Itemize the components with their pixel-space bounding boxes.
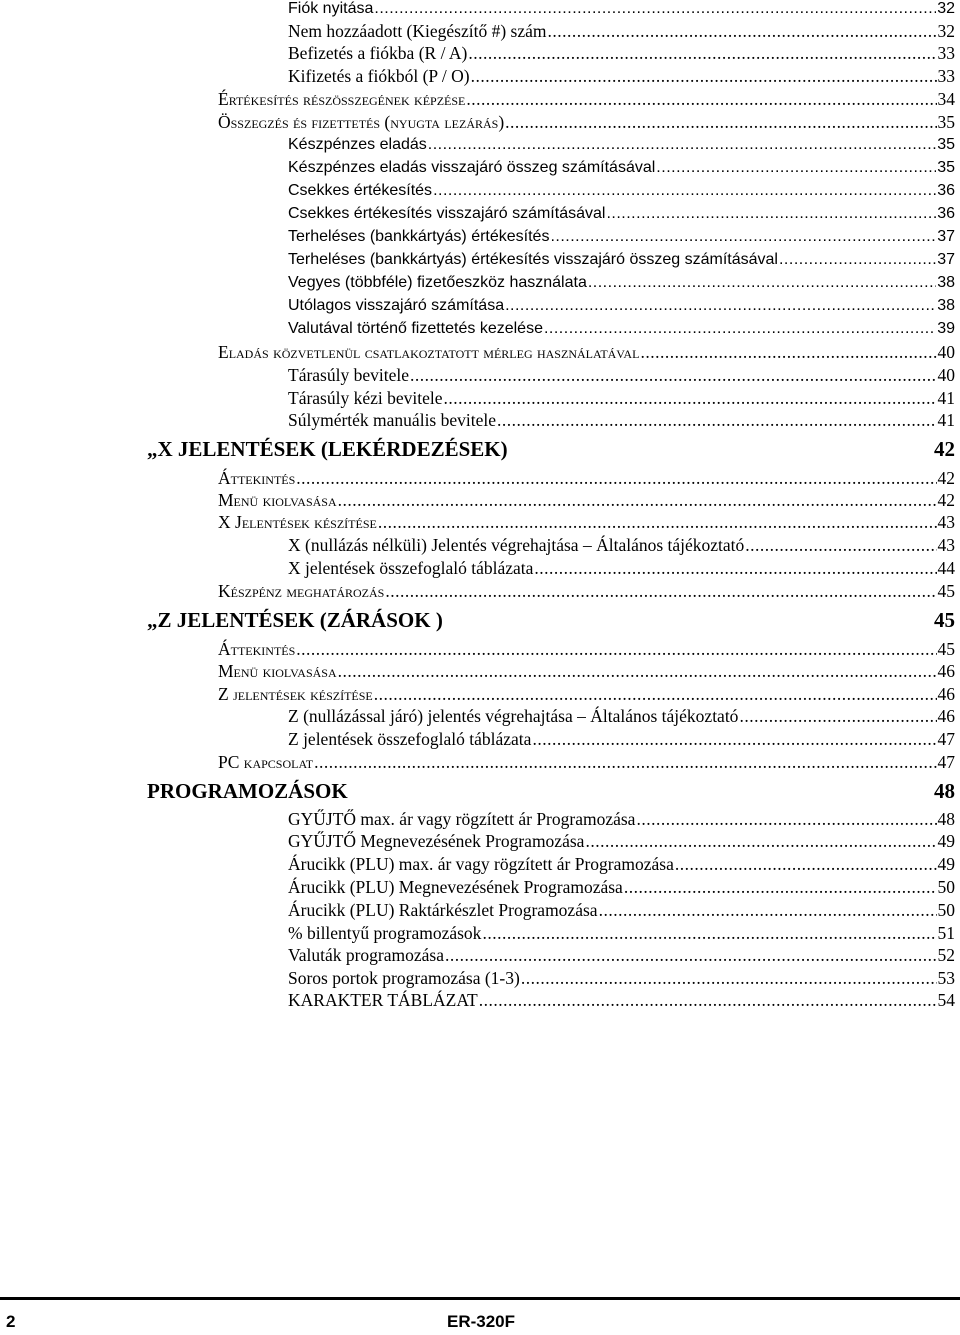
page-footer [0, 1290, 960, 1335]
toc-entry[interactable] [288, 853, 955, 875]
toc-entry-title: Utólagos visszajáró számítása [288, 297, 505, 314]
toc-page-number: 43 [937, 512, 955, 532]
toc-dot-leader [534, 557, 936, 579]
toc-entry[interactable] [218, 511, 955, 533]
toc-entry[interactable] [288, 808, 955, 830]
toc-dot-leader [606, 203, 936, 225]
toc-page-number: 37 [937, 251, 955, 268]
toc-page-number: 35 [937, 112, 955, 132]
toc-page-number: 49 [937, 831, 955, 851]
toc-dot-leader [585, 830, 936, 852]
toc-entry-title: KARAKTER TÁBLÁZAT [288, 990, 478, 1010]
toc-entry[interactable] [218, 683, 955, 705]
toc-page-number: 46 [937, 684, 955, 704]
toc-entry[interactable] [288, 728, 955, 750]
toc-page-number: 50 [937, 877, 955, 897]
footer-rule [0, 1297, 960, 1300]
toc-page-number: 33 [937, 43, 955, 63]
toc-entry-title: Készpénz meghatározás [218, 581, 385, 601]
toc-entry[interactable] [288, 318, 955, 340]
toc-entry-title: Értékesítés részösszegének képzése [218, 89, 466, 109]
toc-entry[interactable] [218, 111, 955, 133]
toc-page-number: 40 [937, 365, 955, 385]
toc-entry[interactable] [218, 489, 955, 511]
toc-page-number: 43 [937, 535, 955, 555]
toc-entry[interactable] [288, 65, 955, 87]
toc-entry[interactable] [218, 751, 955, 773]
toc-entry-title: X jelentések összefoglaló táblázata [288, 558, 534, 578]
toc-entry-title: Menü kiolvasása [218, 661, 337, 681]
toc-entry[interactable] [288, 705, 955, 727]
toc-dot-leader [385, 580, 936, 602]
toc-entry[interactable] [218, 660, 955, 682]
toc-page-number: 41 [937, 410, 955, 430]
toc-entry-title: Vegyes (többféle) fizetőeszköz használata [288, 274, 587, 291]
toc-dot-leader [505, 295, 936, 317]
toc-entry[interactable] [218, 88, 955, 110]
toc-dot-leader [296, 638, 936, 660]
toc-entry-title: X Jelentések készítése [218, 512, 377, 532]
toc-dot-leader [599, 899, 937, 921]
toc-dot-leader [532, 728, 936, 750]
toc-entry-title: Z jelentések készítése [218, 684, 373, 704]
toc-page-number: 48 [934, 779, 955, 803]
toc-entry-title: Terheléses (bankkártyás) értékesítés visszajáró összeg számításával [288, 251, 778, 268]
toc-page-number: 47 [937, 752, 955, 772]
toc-page-number: 52 [937, 945, 955, 965]
toc-entry-title: % billentyű programozások [288, 923, 482, 943]
toc-entry-title: Z (nullázással járó) jelentés végrehajtása – Általános tájékoztató [288, 706, 739, 726]
toc-entry-title: Valutával történő fizettetés kezelése [288, 320, 543, 337]
toc-dot-leader [588, 272, 936, 294]
toc-section-heading[interactable] [147, 434, 955, 464]
toc-dot-leader [445, 944, 937, 966]
toc-dot-leader [779, 249, 936, 271]
toc-dot-leader [378, 511, 937, 533]
toc-entry-title: „Z JELENTÉSEK (ZÁRÁSOK ) [147, 608, 443, 632]
toc-entry-title: GYŰJTŐ Megnevezésének Programozása [288, 831, 585, 851]
toc-entry[interactable] [288, 272, 955, 294]
toc-entry[interactable] [288, 989, 955, 1011]
toc-entry-title: Kifizetés a fiókból (P / O) [288, 66, 470, 86]
toc-entry[interactable] [288, 180, 955, 202]
toc-page-number: 36 [937, 205, 955, 222]
toc-dot-leader [428, 134, 936, 156]
toc-entry-title: Valuták programozása [288, 945, 444, 965]
toc-dot-leader [640, 341, 936, 363]
toc-dot-leader [521, 967, 937, 989]
toc-entry-title: Menü kiolvasása [218, 490, 337, 510]
toc-page-number: 48 [937, 809, 955, 829]
toc-dot-leader [497, 409, 936, 431]
toc-page-number: 42 [937, 468, 955, 488]
toc-entry[interactable] [288, 922, 955, 944]
toc-entry-title: Összegzés és fizettetés (nyugta lezárás) [218, 112, 505, 132]
toc-entry-title: Tárasúly kézi bevitele [288, 388, 443, 408]
toc-entry-title: PC kapcsolat [218, 752, 314, 772]
toc-dot-leader [624, 876, 937, 898]
toc-entry[interactable] [288, 876, 955, 898]
toc-entry[interactable] [288, 364, 955, 386]
toc-entry[interactable] [288, 203, 955, 225]
toc-entry[interactable] [218, 341, 955, 363]
toc-entry-title: Áttekintés [218, 639, 296, 659]
toc-entry-title: Árucikk (PLU) max. ár vagy rögzített ár Programozása [288, 854, 674, 874]
toc-entry[interactable] [288, 944, 955, 966]
toc-dot-leader [374, 0, 936, 20]
toc-dot-leader [544, 318, 936, 340]
toc-dot-leader [745, 534, 936, 556]
toc-page-number: 39 [937, 320, 955, 337]
toc-page-number: 34 [937, 89, 955, 109]
toc-entry-title: Súlymérték manuális bevitele [288, 410, 497, 430]
toc-entry-title: Terheléses (bankkártyás) értékesítés [288, 228, 550, 245]
toc-entry-title: Z jelentések összefoglaló táblázata [288, 729, 532, 749]
toc-entry-title: Eladás közvetlenül csatlakoztatott mérleg használatával [218, 342, 640, 362]
toc-entry-title: Fiók nyitása [288, 0, 374, 17]
toc-page-number: 46 [937, 661, 955, 681]
toc-page-number: 33 [937, 66, 955, 86]
toc-dot-leader [466, 88, 936, 110]
toc-entry-title: PROGRAMOZÁSOK [147, 779, 348, 803]
toc-entry[interactable] [288, 830, 955, 852]
toc-entry-title: Befizetés a fiókba (R / A) [288, 43, 468, 63]
toc-dot-leader [636, 808, 936, 830]
toc-page-number: 45 [934, 608, 955, 632]
toc-page-number: 36 [937, 182, 955, 199]
toc-dot-leader [410, 364, 937, 386]
toc-entry-title: GYŰJTŐ max. ár vagy rögzített ár Programozása [288, 809, 636, 829]
toc-dot-leader [675, 853, 937, 875]
toc-page-number: 32 [937, 21, 955, 41]
toc-page-number: 40 [937, 342, 955, 362]
toc-dot-leader [656, 157, 936, 179]
toc-page-number: 32 [937, 0, 955, 17]
toc-entry[interactable] [288, 157, 955, 179]
toc-dot-leader [338, 660, 937, 682]
toc-page-number: 42 [937, 490, 955, 510]
toc-page-number: 35 [937, 159, 955, 176]
toc-dot-leader [314, 751, 936, 773]
toc-entry-title: „X JELENTÉSEK (LEKÉRDEZÉSEK) [147, 437, 508, 461]
toc-entry-title: Készpénzes eladás [288, 136, 427, 153]
toc-entry-title: Áttekintés [218, 468, 296, 488]
toc-page-number: 46 [937, 706, 955, 726]
toc-entry[interactable] [288, 42, 955, 64]
toc-dot-leader [505, 111, 936, 133]
toc-dot-leader [374, 683, 937, 705]
toc-entry[interactable] [288, 20, 955, 42]
toc-page-number: 38 [937, 274, 955, 291]
toc-entry[interactable] [288, 249, 955, 271]
toc-entry[interactable] [218, 467, 955, 489]
toc-entry-title: Készpénzes eladás visszajáró összeg számításával [288, 159, 656, 176]
toc-entry[interactable] [288, 557, 955, 579]
toc-dot-leader [444, 387, 937, 409]
toc-entry[interactable] [288, 295, 955, 317]
toc-dot-leader [482, 922, 936, 944]
toc-dot-leader [471, 65, 937, 87]
toc-dot-leader [739, 705, 936, 727]
toc-entry-title: X (nullázás nélküli) Jelentés végrehajtása – Általános tájékoztató [288, 535, 745, 555]
toc-entry-title: Csekkes értékesítés visszajáró számításával [288, 205, 606, 222]
toc-page-number: 44 [937, 558, 955, 578]
toc-page-number: 54 [937, 990, 955, 1010]
toc-page-number: 35 [937, 136, 955, 153]
toc-entry[interactable] [288, 134, 955, 156]
toc-dot-leader [433, 180, 936, 202]
toc-section-heading[interactable] [147, 605, 955, 635]
toc-entry[interactable] [218, 638, 955, 660]
toc-entry-title: Soros portok programozása (1-3) [288, 968, 520, 988]
toc-page-number: 42 [934, 437, 955, 461]
toc-entry-title: Tárasúly bevitele [288, 365, 409, 385]
toc-page-number: 45 [937, 639, 955, 659]
toc-dot-leader [468, 42, 936, 64]
toc-entry[interactable] [288, 387, 955, 409]
toc-page-number: 49 [937, 854, 955, 874]
toc-entry[interactable] [288, 226, 955, 248]
toc-dot-leader [296, 467, 936, 489]
toc-entry-title: Nem hozzáadott (Kiegészítő #) szám [288, 21, 547, 41]
toc-page-number: 41 [937, 388, 955, 408]
toc-entry[interactable] [288, 0, 955, 20]
toc-section-heading[interactable] [147, 776, 955, 806]
toc-entry-title: Árucikk (PLU) Megnevezésének Programozása [288, 877, 623, 897]
toc-dot-leader [479, 989, 937, 1011]
toc-page-number: 45 [937, 581, 955, 601]
footer-model-name: ER-320F [447, 1312, 516, 1331]
toc-page-number: 37 [937, 228, 955, 245]
toc-entry[interactable] [288, 409, 955, 431]
toc-entry[interactable] [218, 580, 955, 602]
toc-entry[interactable] [288, 899, 955, 921]
toc-page-number: 47 [937, 729, 955, 749]
toc-page-number: 50 [937, 900, 955, 920]
toc-dot-leader [550, 226, 936, 248]
toc-entry-title: Árucikk (PLU) Raktárkészlet Programozása [288, 900, 598, 920]
toc-page-number: 51 [937, 923, 955, 943]
toc-entry[interactable] [288, 967, 955, 989]
toc-entry[interactable] [288, 534, 955, 556]
toc-dot-leader [548, 20, 937, 42]
toc-dot-leader [338, 489, 937, 511]
toc-page-number: 53 [937, 968, 955, 988]
toc-entry-title: Csekkes értékesítés [288, 182, 433, 199]
footer-page-number: 2 [6, 1312, 16, 1331]
toc-page-number: 38 [937, 297, 955, 314]
